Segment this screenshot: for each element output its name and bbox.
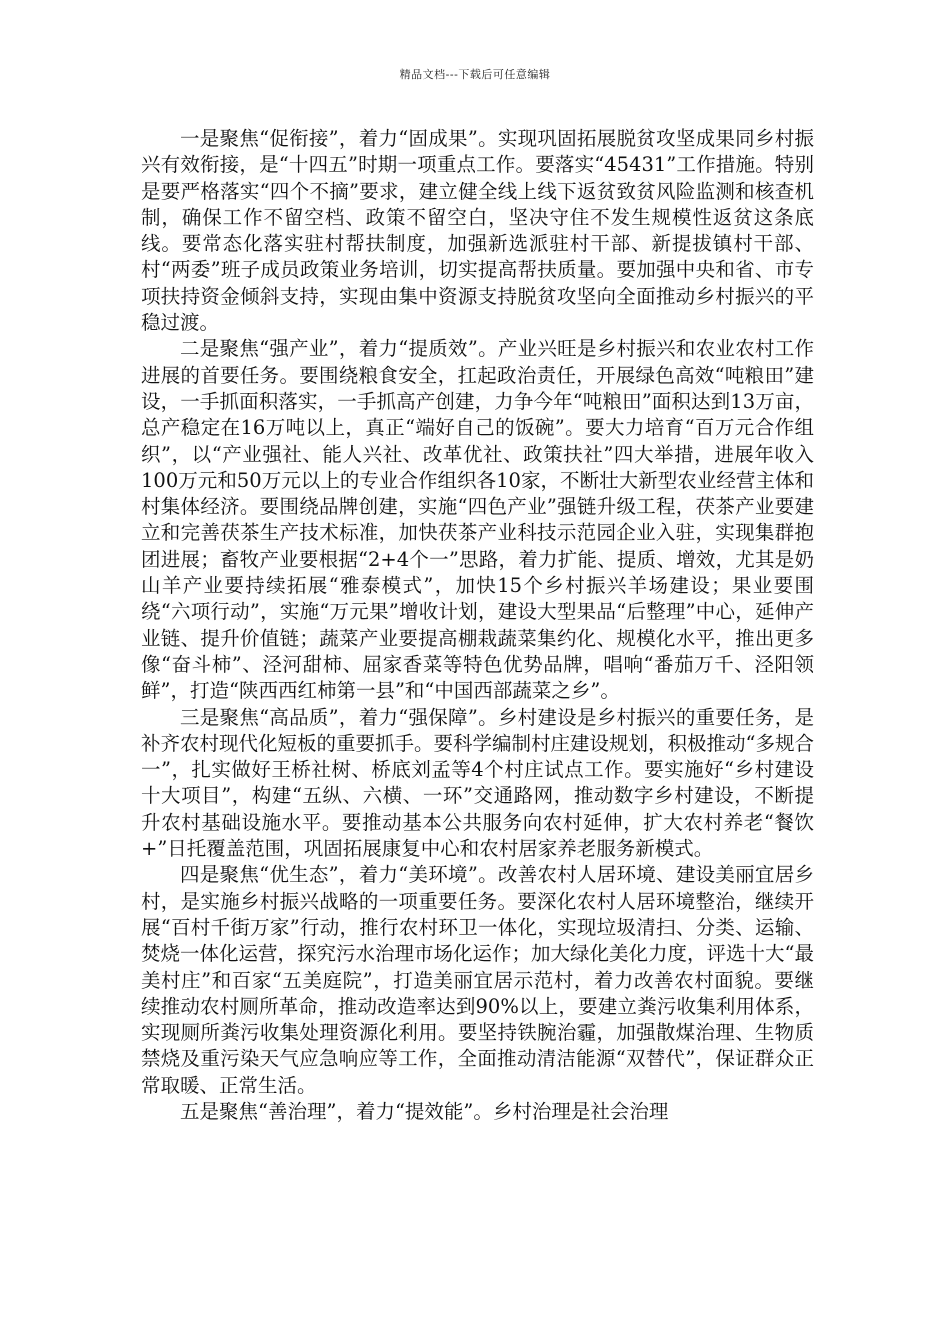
paragraph-3: 三是聚焦“高品质”，着力“强保障”。乡村建设是乡村振兴的重要任务，是补齐农村现代化短板的重要抓手。要科学编制村庄建设规划，积极推动“多规合一”，扎实做好王桥社树、桥底刘孟等4个村庄试点工作。要实施好“乡村建设十大项目”，构建“五纵、六横、一环”交通路网，推动数字乡村建设，不断提升农村基础设施水平。要推动基本公共服务向农村延伸，扩大农村养老“餐饮+”日托覆盖范围，巩固拓展康复中心和农村居家养老服务新模式。 [141, 705, 814, 861]
document-body [141, 126, 814, 1125]
paragraph-5: 五是聚焦“善治理”，着力“提效能”。乡村治理是社会治理 [180, 1099, 669, 1123]
paragraph-1: 一是聚焦“促衔接”，着力“固成果”。实现巩固拓展脱贫攻坚成果同乡村振兴有效衔接，是“十四五”时期一项重点工作。要落实“45431”工作措施。特别是要严格落实“四个不摘”要求，建立健全线上线下返贫致贫风险监测和核查机制，确保工作不留空档、政策不留空白，坚决守住不发生规模性返贫这条底线。要常态化落实驻村帮扶制度，加强新选派驻村干部、新提拔镇村干部、村“两委”班子成员政策业务培训，切实提高帮扶质量。要加强中央和省、市专项扶持资金倾斜支持，实现由集中资源支持脱贫攻坚向全面推动乡村振兴的平稳过渡。 [141, 127, 814, 335]
page-header: 精品文档---下载后可任意编辑 [399, 68, 551, 81]
paragraph-4: 四是聚焦“优生态”，着力“美环境”。改善农村人居环境、建设美丽宜居乡村，是实施乡村振兴战略的一项重要任务。要深化农村人居环境整治，继续开展“百村千街万家”行动，推行农村环卫一体化，实现垃圾清扫、分类、运输、焚烧一体化运营，探究污水治理市场化运作；加大绿化美化力度，评选十大“最美村庄”和百家“五美庭院”，打造美丽宜居示范村，着力改善农村面貌。要继续推动农村厕所革命，推动改造率达到90%以上，要建立粪污收集利用体系，实现厕所粪污收集处理资源化利用。要坚持铁腕治霾，加强散煤治理、生物质禁烧及重污染天气应急响应等工作，全面推动清洁能源“双替代”，保证群众正常取暖、正常生活。 [141, 863, 814, 1097]
paragraph-2: 二是聚焦“强产业”，着力“提质效”。产业兴旺是乡村振兴和农业农村工作进展的首要任务。要围绕粮食安全，扛起政治责任，开展绿色高效“吨粮田”建设，一手抓面积落实，一手抓高产创建，力争今年“吨粮田”面积达到13万亩，总产稳定在16万吨以上，真正“端好自己的饭碗”。要大力培育“百万元合作组织”，以“产业强社、能人兴社、改革优社、政策扶社”四大举措，进展年收入100万元和50万元以上的专业合作组织各10家，不断壮大新型农业经营主体和村集体经济。要围绕品牌创建，实施“四色产业”强链升级工程，茯茶产业要建立和完善茯茶生产技术标准，加快茯茶产业科技示范园企业入驻，实现集群抱团进展；畜牧产业要根据“2+4个一”思路，着力扩能、提质、增效，尤其是奶山羊产业要持续拓展“雅泰模式”，加快15个乡村振兴羊场建设；果业要围绕“六项行动”，实施“万元果”增收计划，建设大型果品“后整理”中心，延伸产业链、提升价值链；蔬菜产业要提高棚栽蔬菜集约化、规模化水平，推出更多像“奋斗柿”、泾河甜柿、屈家香菜等特色优势品牌，唱响“番茄万千、泾阳领鲜”，打造“陕西西红柿第一县”和“中国西部蔬菜之乡”。 [141, 337, 814, 703]
